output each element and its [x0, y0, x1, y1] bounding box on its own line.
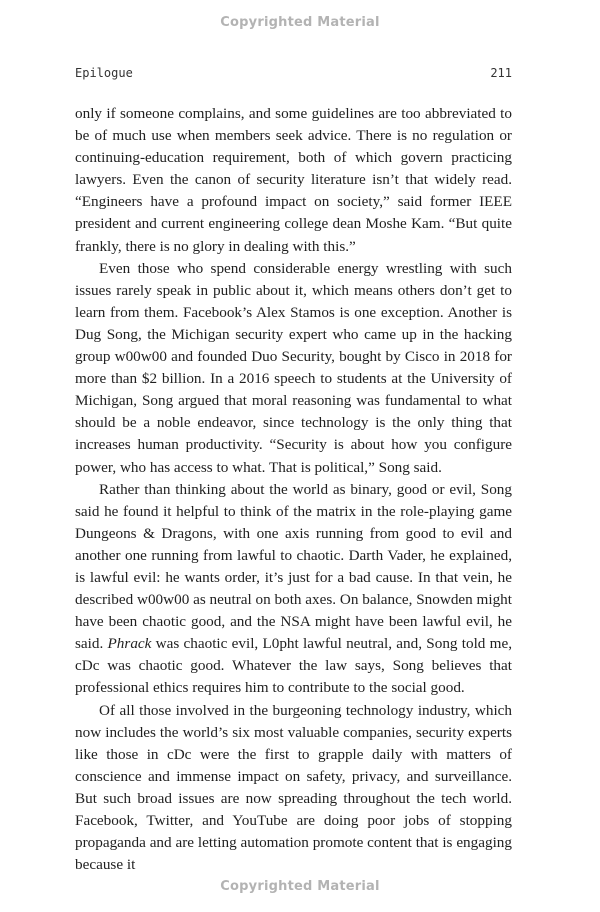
- body-text: [75, 103, 512, 876]
- paragraph-3-text-before: Rather than thinking about the world as binary, good or evil, Song said he found it helpful to think of the matrix in the role-playing game Dungeons & Dragons, with one axis running from good to evil and another one running from lawful to chaotic. Darth Vader, he explained, is lawful evil: he wants order, it’s just for a bad cause. In that vein, he described w00w00 as neutral on both axes. On balance, Snowden might have been chaotic good, and the NSA might have been lawful evil, he said.: [75, 480, 512, 653]
- paragraph-4: Of all those involved in the burgeoning technology industry, which now includes the world’s six most valuable companies, security experts like those in cDc were the first to grapple daily with matters of conscience and immense impact on safety, privacy, and surveillance. But such broad issues are now spreading throughout the tech world. Facebook, Twitter, and YouTube are doing poor jobs of stopping propaganda and are letting automation promote content that is engaging because it: [75, 701, 512, 874]
- paragraph-3-text-after: was chaotic evil, L0pht lawful neutral, and, Song told me, cDc was chaotic good. Whatever the law says, Song believes that professional ethics requires him to contribute to the social good.: [75, 635, 513, 697]
- page-number: 211: [490, 66, 512, 80]
- paragraph-3: [75, 479, 512, 700]
- phrack-italic: Phrack: [107, 635, 152, 653]
- running-head: [75, 66, 512, 86]
- copyright-watermark-top: Copyrighted Material: [220, 15, 380, 30]
- copyright-watermark-bottom: Copyrighted Material: [220, 879, 380, 894]
- paragraph-2: Even those who spend considerable energy wrestling with such issues rarely speak in public about it, which means others don’t get to learn from them. Facebook’s Alex Stamos is one exception. Another is Dug Song, the Michigan security expert who came up in the hacking group w00w00 and founded Duo Security, bought by Cisco in 2018 for more than $2 billion. In a 2016 speech to students at the University of Michigan, Song argued that moral reasoning was fundamental to what should be a noble endeavor, since technology is the only thing that increases human productivity. “Security is about how you configure power, who has access to what. That is political,” Song said.: [75, 259, 512, 476]
- chapter-title: Epilogue: [75, 66, 133, 80]
- paragraph-1: only if someone complains, and some guidelines are too abbreviated to be of much use when members seek advice. There is no regulation or continuing-education requirement, both of which govern practicing lawyers. Even the canon of security literature isn’t that widely read. “Engineers have a profound impact on society,” said former IEEE president and current engineering college dean Moshe Kam. “But quite frankly, there is no glory in dealing with this.”: [75, 105, 512, 255]
